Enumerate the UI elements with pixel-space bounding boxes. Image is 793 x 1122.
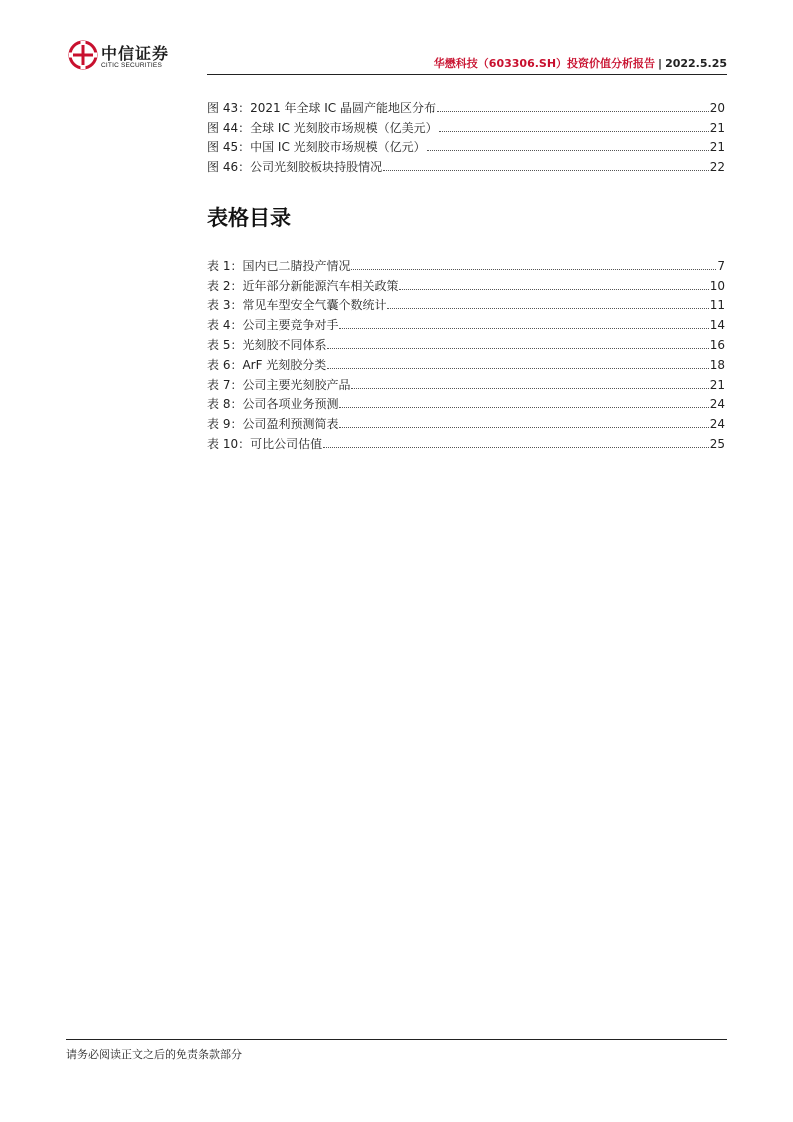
toc-entry[interactable] bbox=[207, 294, 725, 314]
toc-entry-label: 表 6：ArF 光刻胶分类 bbox=[207, 357, 327, 372]
report-date: 2022.5.25 bbox=[665, 57, 727, 70]
toc-entry[interactable] bbox=[207, 155, 725, 175]
toc-entry-label: 表 1：国内已二腈投产情况 bbox=[207, 258, 351, 273]
toc-entry[interactable] bbox=[207, 274, 725, 294]
toc-entry-page: 24 bbox=[709, 397, 725, 412]
toc-leader-dots bbox=[327, 368, 708, 369]
toc-leader-dots bbox=[339, 427, 708, 428]
toc-leader-dots bbox=[351, 388, 708, 389]
toc-leader-dots bbox=[339, 407, 708, 408]
toc-leader-dots bbox=[351, 269, 716, 270]
toc-entry[interactable] bbox=[207, 313, 725, 333]
citic-logo-mark-icon bbox=[68, 40, 98, 70]
toc-entry[interactable] bbox=[207, 353, 725, 373]
toc-entry[interactable] bbox=[207, 333, 725, 353]
toc-entry-label: 表 5：光刻胶不同体系 bbox=[207, 337, 327, 352]
toc-entry[interactable] bbox=[207, 136, 725, 156]
toc-leader-dots bbox=[399, 289, 708, 290]
toc-entry-page: 10 bbox=[709, 278, 725, 293]
toc-entry-label: 表 2：近年部分新能源汽车相关政策 bbox=[207, 278, 399, 293]
toc-entry[interactable] bbox=[207, 412, 725, 432]
toc-entry-label: 表 4：公司主要竞争对手 bbox=[207, 318, 339, 333]
report-header bbox=[434, 55, 727, 71]
toc-entry[interactable] bbox=[207, 116, 725, 136]
toc-entry[interactable] bbox=[207, 373, 725, 393]
toc-entry-page: 7 bbox=[717, 258, 725, 273]
toc-entry-label: 表 3：常见车型安全气囊个数统计 bbox=[207, 298, 387, 313]
toc-entry-page: 21 bbox=[709, 140, 725, 155]
toc-leader-dots bbox=[383, 170, 709, 171]
toc-entry[interactable] bbox=[207, 254, 725, 274]
logo-english-name: CITIC SECURITIES bbox=[101, 62, 162, 69]
toc-leader-dots bbox=[339, 328, 708, 329]
toc-leader-dots bbox=[323, 447, 709, 448]
toc-entry-label: 图 44：全球 IC 光刻胶市场规模（亿美元） bbox=[207, 120, 438, 135]
toc-leader-dots bbox=[437, 111, 709, 112]
toc-entry-page: 25 bbox=[709, 436, 725, 451]
toc-entry-label: 图 43：2021 年全球 IC 晶圆产能地区分布 bbox=[207, 100, 436, 115]
footer-divider bbox=[66, 1039, 727, 1040]
header-divider bbox=[207, 74, 727, 75]
toc-entry-page: 21 bbox=[709, 120, 725, 135]
toc-entry-page: 21 bbox=[709, 377, 725, 392]
toc-entry-page: 14 bbox=[709, 318, 725, 333]
toc-entry[interactable] bbox=[207, 96, 725, 116]
toc-entry-label: 图 45：中国 IC 光刻胶市场规模（亿元） bbox=[207, 140, 426, 155]
toc-entry-label: 表 9：公司盈利预测简表 bbox=[207, 417, 339, 432]
toc-entry-page: 11 bbox=[709, 298, 725, 313]
tables-toc bbox=[207, 254, 725, 452]
toc-entry-page: 20 bbox=[709, 100, 725, 115]
logo-chinese-name: 中信证券 bbox=[101, 44, 170, 63]
tables-toc-heading: 表格目录 bbox=[207, 206, 291, 230]
figures-toc bbox=[207, 96, 725, 175]
toc-entry-label: 表 7：公司主要光刻胶产品 bbox=[207, 377, 351, 392]
toc-entry[interactable] bbox=[207, 393, 725, 413]
report-title: 华懋科技（603306.SH）投资价值分析报告 bbox=[433, 57, 656, 70]
toc-entry-label: 图 46：公司光刻胶板块持股情况 bbox=[207, 160, 383, 175]
toc-leader-dots bbox=[387, 308, 708, 309]
toc-entry-page: 24 bbox=[709, 417, 725, 432]
citic-logo bbox=[68, 40, 178, 74]
toc-entry-label: 表 10：可比公司估值 bbox=[207, 436, 323, 451]
toc-entry[interactable] bbox=[207, 432, 725, 452]
header-separator: | bbox=[658, 57, 663, 70]
toc-leader-dots bbox=[327, 348, 708, 349]
toc-entry-page: 22 bbox=[709, 160, 725, 175]
toc-entry-page: 16 bbox=[709, 337, 725, 352]
footer-disclaimer: 请务必阅读正文之后的免责条款部分 bbox=[66, 1048, 242, 1061]
toc-entry-page: 18 bbox=[709, 357, 725, 372]
toc-entry-label: 表 8：公司各项业务预测 bbox=[207, 397, 339, 412]
toc-leader-dots bbox=[439, 131, 709, 132]
toc-leader-dots bbox=[427, 150, 709, 151]
